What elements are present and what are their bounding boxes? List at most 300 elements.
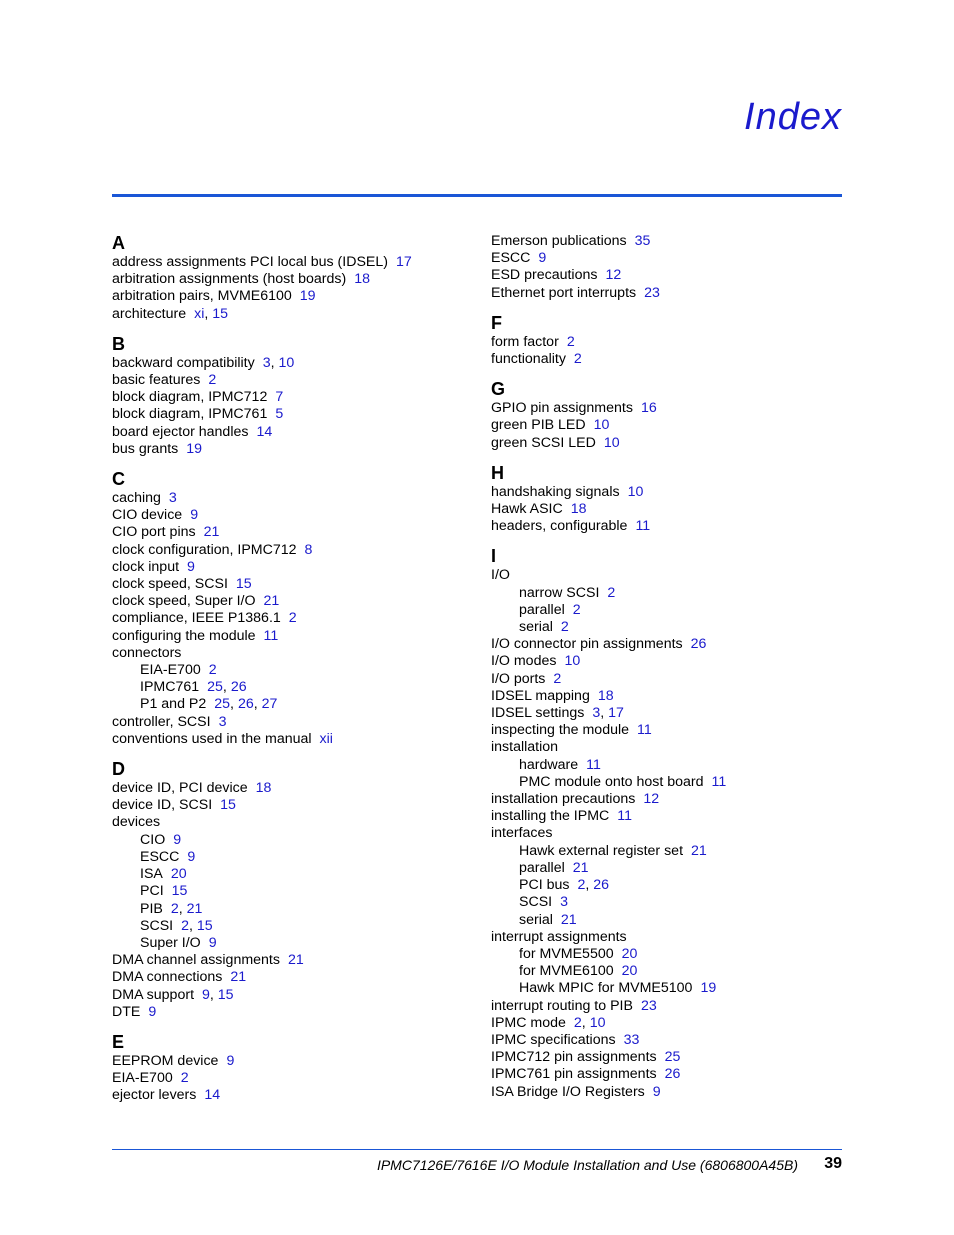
page-link[interactable]: 9 (202, 986, 210, 1003)
page-link[interactable]: 2 (208, 372, 217, 389)
page-link[interactable]: 2 (170, 900, 179, 917)
page-link[interactable]: 2 (553, 670, 562, 687)
page-refs (538, 250, 546, 266)
index-term: EEPROM device (112, 1052, 219, 1069)
page-refs (208, 372, 216, 388)
section-letter: C (112, 469, 125, 490)
page-link[interactable]: 9 (187, 558, 195, 575)
index-term: hardware (519, 756, 579, 773)
index-term: parallel (519, 859, 565, 876)
page-refs (691, 636, 707, 652)
page-refs (220, 797, 236, 813)
index-entry (112, 832, 472, 849)
page-refs (264, 628, 279, 644)
index-entry (112, 866, 472, 883)
index-term: handshaking signals (491, 483, 620, 500)
index-term: interrupt assignments (491, 928, 627, 945)
page-refs: 2, 10 (573, 1014, 606, 1031)
index-term: block diagram, IPMC712 (112, 389, 268, 406)
index-term: IPMC mode (491, 1014, 566, 1031)
section-letter: E (112, 1031, 125, 1052)
page-refs (187, 559, 195, 575)
index-term: serial (519, 619, 553, 636)
page-link[interactable]: 20 (621, 945, 638, 962)
index-entry (491, 636, 851, 653)
page-refs: 2, 15 (181, 917, 213, 934)
page-link[interactable]: 7 (275, 389, 284, 406)
index-term: clock speed, SCSI (112, 576, 228, 593)
page-refs (172, 883, 188, 899)
page-link[interactable]: 3 (168, 490, 177, 507)
index-term: caching (112, 490, 161, 507)
index-term: ISA (140, 866, 163, 883)
page-refs (354, 271, 370, 287)
page-link[interactable]: 2 (566, 333, 575, 350)
index-term: for MVME5500 (519, 945, 614, 962)
page-link[interactable]: 11 (617, 808, 633, 825)
index-entry (112, 935, 472, 952)
page-refs (617, 808, 632, 824)
index-term: arbitration assignments (host boards) (112, 271, 347, 288)
index-entry (491, 400, 851, 417)
section-letter: I (491, 546, 497, 567)
page-refs (574, 351, 582, 367)
page-refs (320, 731, 333, 747)
index-entry (491, 688, 851, 705)
index-term: IPMC specifications (491, 1031, 616, 1048)
page-refs (190, 507, 198, 523)
index-entry (112, 918, 472, 935)
page-link[interactable]: 2 (288, 610, 297, 627)
index-entry (491, 233, 851, 250)
page-refs (300, 288, 316, 304)
index-term: CIO port pins (112, 524, 196, 541)
index-entry (491, 250, 851, 267)
index-term: PIB (140, 900, 163, 917)
page-link[interactable]: 15 (220, 797, 236, 814)
index-entry (112, 814, 472, 831)
index-term: CIO (140, 831, 166, 848)
page-link[interactable]: 26 (230, 679, 247, 696)
page-refs (561, 619, 569, 635)
page-refs (624, 1032, 640, 1048)
page-link[interactable]: 26 (237, 696, 254, 713)
page-refs (637, 722, 652, 738)
index-section (112, 233, 472, 323)
index-term: basic features (112, 372, 201, 389)
index-entry (112, 1087, 472, 1104)
index-term: ESD precautions (491, 267, 598, 284)
page-link[interactable]: 9 (148, 1003, 157, 1020)
page-link[interactable]: 12 (605, 267, 622, 284)
index-term: for MVME6100 (519, 963, 614, 980)
page-link[interactable]: 9 (190, 507, 199, 524)
index-term: ejector levers (112, 1087, 197, 1104)
index-entry (491, 1049, 851, 1066)
index-entry (112, 306, 472, 323)
index-term: backward compatibility (112, 354, 255, 371)
page-link[interactable]: 11 (637, 722, 652, 739)
index-entry (491, 998, 851, 1015)
index-entry (112, 849, 472, 866)
page-link[interactable]: 11 (586, 756, 601, 773)
page-link[interactable]: 2 (180, 1070, 189, 1087)
page-link[interactable]: 9 (208, 934, 217, 951)
page-link[interactable]: 21 (572, 859, 589, 876)
index-entry (112, 507, 472, 524)
footer-rule (112, 1149, 842, 1150)
index-entry (491, 351, 851, 368)
index-entry (112, 797, 472, 814)
page-link[interactable]: 10 (593, 417, 610, 434)
index-term: PMC module onto host board (519, 773, 704, 790)
index-entry (112, 696, 472, 713)
page-link[interactable]: 11 (711, 773, 727, 790)
page-link[interactable]: 19 (299, 288, 316, 305)
index-entry (491, 912, 851, 929)
index-term: form factor (491, 333, 559, 350)
index-entry (112, 714, 472, 731)
page-refs (288, 952, 304, 968)
index-term: headers, configurable (491, 518, 628, 535)
index-term: bus grants (112, 440, 179, 457)
section-letter: G (491, 379, 506, 400)
footer-doc-title: IPMC7126E/7616E I/O Module Installation and Use (6806800A45B) (376, 1157, 798, 1173)
index-entry (491, 518, 851, 535)
page-link[interactable]: 21 (560, 911, 577, 928)
page-link[interactable]: 18 (354, 271, 370, 288)
page-link[interactable]: xi (194, 305, 205, 322)
index-entry (112, 952, 472, 969)
index-term: DMA support (112, 986, 195, 1003)
page-refs (171, 866, 187, 882)
page-refs (573, 602, 581, 618)
page-link[interactable]: 9 (173, 831, 182, 848)
index-entry (112, 406, 472, 423)
index-term: ISA Bridge I/O Registers (491, 1083, 645, 1100)
index-entry (491, 1084, 851, 1101)
page-link[interactable]: 26 (664, 1066, 681, 1083)
page-link[interactable]: 18 (570, 501, 587, 518)
index-term: address assignments PCI local bus (IDSEL) (112, 254, 388, 270)
index-term: IDSEL settings (491, 705, 585, 722)
section-letter: F (491, 312, 502, 333)
page-link[interactable]: 10 (564, 653, 581, 670)
page-refs (691, 843, 707, 859)
index-entry (491, 1015, 851, 1032)
index-entry (491, 946, 851, 963)
index-term: clock configuration, IPMC712 (112, 541, 297, 558)
index-entry (112, 780, 472, 797)
page-link[interactable]: 10 (627, 483, 644, 500)
index-entry (112, 424, 472, 441)
page-link[interactable]: 2 (208, 662, 217, 679)
index-term: I/O modes (491, 653, 557, 670)
index-entry (112, 593, 472, 610)
page-link[interactable]: 9 (538, 250, 547, 267)
page-link[interactable]: 21 (287, 952, 304, 969)
page-refs: 2, 21 (170, 900, 203, 917)
page-refs (700, 980, 716, 996)
index-entry (491, 267, 851, 284)
page-link[interactable]: 2 (181, 917, 190, 934)
index-term: I/O ports (491, 670, 546, 687)
section-letter: A (112, 233, 125, 253)
page-refs: 9, 15 (202, 986, 234, 1003)
page-link[interactable]: 9 (187, 848, 196, 865)
index-term: PCI bus (519, 877, 570, 894)
index-term: controller, SCSI (112, 713, 211, 730)
page-refs (653, 1084, 661, 1100)
index-term: Super I/O (140, 934, 201, 951)
index-entry (491, 1066, 851, 1083)
index-term: functionality (491, 351, 566, 368)
index-entry (112, 662, 472, 679)
page-link[interactable]: 2 (573, 351, 582, 368)
page-refs: 3, 17 (592, 705, 624, 722)
page-refs (219, 714, 227, 730)
index-entry (491, 435, 851, 452)
page-link[interactable]: 2 (572, 601, 581, 618)
index-entry (112, 969, 472, 986)
index-entry (112, 355, 472, 372)
index-entry (491, 653, 851, 670)
page-link[interactable]: 26 (593, 877, 610, 894)
page-refs (643, 791, 659, 807)
index-entry (491, 791, 851, 808)
header-rule (112, 194, 842, 197)
page-link[interactable]: 20 (170, 866, 187, 883)
index-term: DMA connections (112, 969, 223, 986)
index-section (112, 759, 472, 1021)
index-entry (112, 883, 472, 900)
index-term: EIA-E700 (140, 662, 201, 679)
page-refs (204, 524, 220, 540)
index-section (112, 334, 472, 458)
index-entry (491, 929, 851, 946)
page-link[interactable]: 25 (207, 679, 223, 696)
page-link[interactable]: 19 (186, 440, 203, 457)
page-refs (622, 946, 638, 962)
page-link[interactable]: 3 (262, 354, 271, 371)
page-link[interactable]: 11 (635, 518, 651, 535)
index-section (491, 379, 851, 452)
page-link[interactable]: 21 (691, 842, 707, 859)
page-link[interactable]: 18 (597, 687, 614, 704)
index-term: inspecting the module (491, 722, 630, 739)
index-entry (112, 610, 472, 627)
page-link[interactable]: 14 (256, 423, 273, 440)
page-refs (256, 780, 272, 796)
page-refs: xi, 15 (194, 305, 229, 322)
page-refs (605, 267, 621, 283)
index-term: devices (112, 814, 161, 831)
page-link[interactable]: 9 (652, 1083, 661, 1100)
page-refs (204, 1087, 220, 1103)
page-refs (148, 1004, 156, 1020)
page-refs (236, 576, 252, 592)
page-link[interactable]: 18 (255, 780, 272, 797)
page-link[interactable]: 2 (607, 584, 616, 601)
index-entry (491, 567, 851, 584)
index-column-left (112, 233, 472, 1116)
index-term: EIA-E700 (112, 1070, 173, 1087)
page-link[interactable]: 25 (214, 696, 231, 713)
page-refs (635, 233, 651, 249)
page-refs (644, 285, 660, 301)
page-link[interactable]: 11 (263, 627, 279, 644)
page-link[interactable]: 15 (212, 305, 229, 322)
index-entry (491, 585, 851, 602)
page-refs: 25, 26, 27 (214, 696, 278, 713)
index-entry (112, 987, 472, 1004)
page-link[interactable]: 35 (634, 233, 651, 249)
index-entry (112, 679, 472, 696)
index-term: DMA channel assignments (112, 952, 280, 969)
page-link[interactable]: 23 (640, 997, 657, 1014)
index-entry (112, 731, 472, 748)
index-entry (491, 860, 851, 877)
index-term: I/O (491, 567, 510, 584)
page-refs (560, 894, 568, 910)
page-link[interactable]: 15 (235, 576, 252, 593)
page-link[interactable]: 26 (690, 636, 707, 653)
page-link[interactable]: 21 (186, 900, 203, 917)
page-link[interactable]: 3 (218, 713, 227, 730)
page-link[interactable]: 20 (621, 963, 638, 980)
index-entry (112, 542, 472, 559)
index-entry (491, 774, 851, 791)
page-refs (209, 662, 217, 678)
index-term: IPMC761 pin assignments (491, 1066, 657, 1083)
page-link[interactable]: 14 (204, 1087, 221, 1104)
page-link[interactable]: 10 (589, 1014, 606, 1031)
page-refs (641, 998, 657, 1014)
index-entry (491, 757, 851, 774)
page-link[interactable]: 9 (226, 1052, 235, 1069)
page-link[interactable]: 2 (560, 619, 569, 636)
page-refs (604, 435, 620, 451)
index-term: interrupt routing to PIB (491, 997, 633, 1014)
page-refs (181, 1070, 189, 1086)
index-term: PCI (140, 883, 164, 900)
index-entry (112, 288, 472, 305)
page-refs (169, 490, 177, 506)
page-link[interactable]: xii (319, 730, 333, 747)
page-link[interactable]: 23 (644, 284, 660, 301)
index-term: clock speed, Super I/O (112, 593, 256, 610)
index-section (491, 546, 851, 1100)
index-term: interfaces (491, 825, 553, 842)
section-letter: D (112, 759, 125, 780)
page-refs: 2, 26 (577, 877, 610, 894)
page-link[interactable]: 16 (640, 400, 657, 417)
page-link[interactable]: 3 (592, 705, 601, 722)
page-link[interactable]: 27 (261, 696, 278, 713)
page-refs (665, 1049, 681, 1065)
page-refs (226, 1053, 234, 1069)
index-entry (491, 619, 851, 636)
index-entry (112, 254, 472, 271)
page-link[interactable]: 8 (304, 541, 313, 558)
page-link[interactable]: 19 (700, 980, 717, 997)
page-link[interactable]: 2 (573, 1014, 582, 1031)
page-link[interactable]: 15 (171, 883, 188, 900)
page-link[interactable]: 21 (203, 524, 220, 541)
page-link[interactable]: 15 (217, 986, 234, 1003)
index-entry (491, 1032, 851, 1049)
index-entry (112, 524, 472, 541)
page-refs (186, 441, 202, 457)
index-term: IPMC712 pin assignments (491, 1049, 657, 1066)
index-entry (491, 705, 851, 722)
page-refs: 25, 26 (207, 679, 247, 696)
index-term: installing the IPMC (491, 808, 610, 825)
page-refs (275, 389, 283, 405)
index-term: parallel (519, 601, 565, 618)
index-term: Hawk ASIC (491, 501, 563, 518)
page-link[interactable]: 10 (603, 434, 620, 451)
index-term: Ethernet port interrupts (491, 284, 637, 301)
page-link[interactable]: 17 (395, 254, 412, 270)
page-refs (594, 417, 610, 433)
index-entry (491, 484, 851, 501)
page-link[interactable]: 17 (608, 705, 624, 722)
index-term: block diagram, IPMC761 (112, 406, 268, 423)
index-term: Hawk MPIC for MVME5100 (519, 980, 693, 997)
index-term: installation precautions (491, 791, 636, 808)
page-link[interactable]: 12 (643, 791, 660, 808)
index-entry (491, 877, 851, 894)
page-refs (586, 757, 601, 773)
page-refs (622, 963, 638, 979)
page-link[interactable]: 3 (560, 894, 569, 911)
index-entry (491, 808, 851, 825)
index-term: ESCC (491, 250, 531, 267)
page-link[interactable]: 2 (577, 877, 586, 894)
page-refs: 3, 10 (262, 354, 295, 371)
page-link[interactable]: 21 (230, 969, 247, 986)
index-term: CIO device (112, 507, 183, 524)
index-term: DTE (112, 1003, 141, 1020)
index-term: I/O connector pin assignments (491, 636, 683, 653)
index-entry (491, 843, 851, 860)
page-refs (607, 585, 615, 601)
index-term: compliance, IEEE P1386.1 (112, 610, 281, 627)
page-refs (173, 832, 181, 848)
index-section (112, 469, 472, 748)
page-refs (289, 610, 297, 626)
page-link[interactable]: 5 (275, 406, 284, 423)
page-link[interactable]: 25 (664, 1049, 681, 1066)
page-link[interactable]: 21 (263, 593, 280, 610)
page-refs (628, 484, 644, 500)
index-term: arbitration pairs, MVME6100 (112, 288, 292, 305)
index-section (491, 233, 851, 302)
page-link[interactable]: 15 (196, 917, 213, 934)
page-title: Index (744, 96, 842, 138)
page-link[interactable]: 33 (623, 1031, 640, 1048)
page-refs (564, 653, 580, 669)
index-term: Emerson publications (491, 233, 627, 249)
page-link[interactable]: 10 (278, 354, 295, 371)
page-refs (275, 406, 283, 422)
index-term: green SCSI LED (491, 434, 596, 451)
index-entry (112, 576, 472, 593)
index-entry (112, 628, 472, 645)
index-term: Hawk external register set (519, 842, 684, 859)
index-term: board ejector handles (112, 423, 249, 440)
